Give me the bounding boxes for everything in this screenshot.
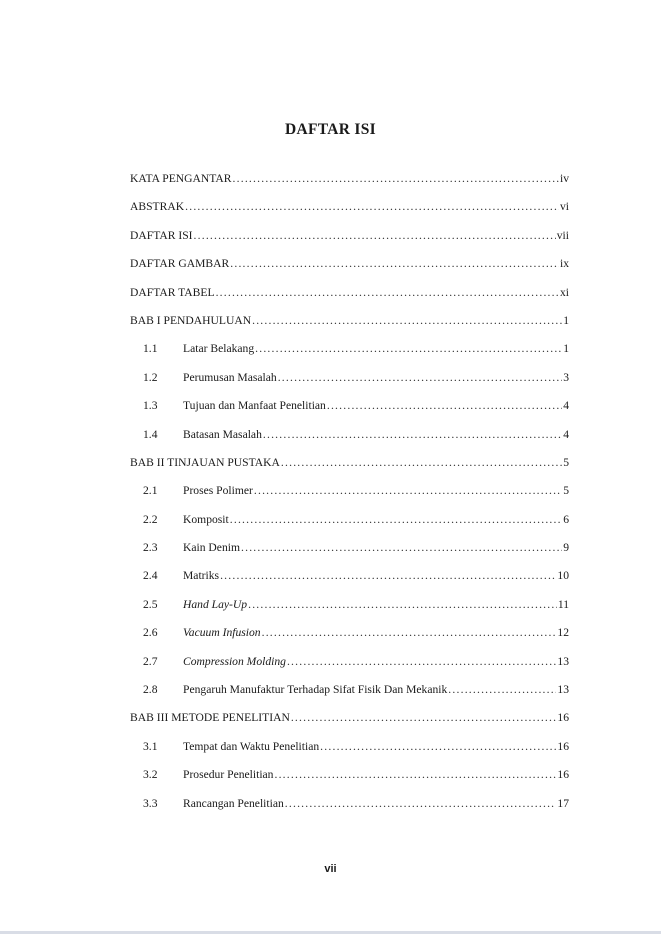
- dot-leader: [287, 655, 556, 668]
- toc-entry-page: 4: [563, 427, 569, 441]
- toc-entry-number: 2.1: [143, 484, 158, 498]
- dot-leader: [241, 541, 562, 554]
- toc-entry-page: vi: [559, 200, 569, 214]
- toc-entry-label: KATA PENGANTAR: [130, 172, 232, 185]
- toc-entry: [130, 513, 569, 541]
- toc-entry-label: DAFTAR TABEL: [130, 285, 215, 299]
- toc-entry: [130, 229, 569, 257]
- dot-leader: [254, 484, 562, 497]
- toc-entry-page: xi: [559, 285, 569, 299]
- dot-leader: [216, 286, 559, 299]
- dot-leader: [194, 229, 556, 242]
- toc-entry-page: 3: [563, 370, 569, 384]
- toc-entry-label: BAB III METODE PENELITIAN: [130, 711, 290, 725]
- toc-entry: [130, 428, 569, 456]
- toc-entry-label: BAB I PENDAHULUAN: [130, 313, 252, 327]
- toc-entry: [130, 768, 569, 796]
- toc-entry-number: 2.7: [143, 654, 158, 668]
- toc-entry: [130, 257, 569, 285]
- toc-entry-page: ix: [559, 257, 569, 271]
- toc-entry-page: 5: [563, 484, 569, 498]
- toc-entry-label: DAFTAR GAMBAR: [130, 257, 230, 271]
- toc-entry-number: 2.4: [143, 569, 158, 583]
- dot-leader: [248, 598, 557, 611]
- toc-entry-page: 6: [563, 512, 569, 526]
- toc-entry: [130, 598, 569, 626]
- dot-leader: [233, 172, 559, 185]
- toc-entry: [130, 172, 569, 200]
- dot-leader: [327, 399, 562, 412]
- toc-entry: [130, 541, 569, 569]
- dot-leader: [230, 513, 562, 526]
- toc-entry: [130, 371, 569, 399]
- toc-entry-label: Kain Denim: [183, 541, 240, 555]
- toc-entry-number: 2.5: [143, 597, 158, 611]
- page-title: DAFTAR ISI: [285, 121, 376, 138]
- toc-entry-page: 4: [563, 399, 569, 413]
- dot-leader: [320, 740, 556, 753]
- toc-entry-page: 16: [557, 711, 569, 725]
- toc-entry-number: 3.1: [143, 739, 158, 753]
- toc-entry: [130, 286, 569, 314]
- dot-leader: [220, 569, 556, 582]
- toc-entry: [130, 399, 569, 427]
- toc-entry-page: iv: [559, 172, 569, 185]
- toc-entry-page: 16: [557, 768, 569, 782]
- dot-leader: [252, 314, 562, 327]
- toc-entry-number: 1.4: [143, 427, 158, 441]
- toc-entry: [130, 626, 569, 654]
- toc-entry: [130, 484, 569, 512]
- toc-entry-label: Prosedur Penelitian: [183, 768, 274, 782]
- toc-entry: [130, 740, 569, 768]
- toc-entry: [130, 200, 569, 228]
- toc-entry-label: ABSTRAK: [130, 200, 185, 214]
- toc-entry-page: 10: [557, 569, 569, 583]
- toc-entry-label: Latar Belakang: [183, 342, 255, 356]
- page-number: vii: [324, 863, 337, 875]
- toc-entry: [130, 342, 569, 370]
- toc-entry-label: Perumusan Masalah: [183, 370, 277, 384]
- dot-leader: [291, 711, 557, 724]
- toc-entry: [130, 683, 569, 711]
- dot-leader: [230, 257, 559, 270]
- dot-leader: [278, 371, 563, 384]
- dot-leader: [285, 797, 557, 810]
- toc-entry-label: Komposit: [183, 512, 229, 526]
- toc-entry-number: 3.2: [143, 768, 158, 782]
- toc-entry-label: Vacuum Infusion: [183, 626, 261, 640]
- toc-entry-label: Rancangan Penelitian: [183, 796, 284, 810]
- toc-entry-page: vii: [556, 228, 569, 242]
- toc-entry: [130, 655, 569, 683]
- toc-entry-number: 1.3: [143, 399, 158, 413]
- toc-entry-page: 11: [557, 597, 569, 611]
- toc-entry: [130, 711, 569, 739]
- toc-entry-page: 1: [563, 313, 569, 327]
- toc-entry-page: 5: [563, 455, 569, 469]
- toc-entry: [130, 456, 569, 484]
- toc-entry-label: DAFTAR ISI: [130, 228, 193, 242]
- toc-entry: [130, 314, 569, 342]
- toc-entry-page: 17: [557, 796, 569, 810]
- toc-entry-label: Tujuan dan Manfaat Penelitian: [183, 399, 326, 413]
- toc-entry-label: Batasan Masalah: [183, 427, 262, 441]
- toc-entry-page: 13: [557, 683, 569, 697]
- toc-entry-label: Pengaruh Manufaktur Terhadap Sifat Fisik Dan Mekanik: [183, 683, 448, 697]
- toc-entry-page: 9: [563, 541, 569, 555]
- dot-leader: [185, 200, 559, 213]
- toc-entry-page: 16: [557, 739, 569, 753]
- toc-entry-label: Matriks: [183, 569, 220, 583]
- toc-entry-number: 2.6: [143, 626, 158, 640]
- toc-entry-label: Proses Polimer: [183, 484, 253, 498]
- dot-leader: [262, 626, 557, 639]
- toc-entry-number: 1.2: [143, 370, 158, 384]
- dot-leader: [255, 342, 562, 355]
- toc-entry-page: 1: [563, 342, 569, 356]
- dot-leader: [263, 428, 562, 441]
- toc-entry-number: 2.3: [143, 541, 158, 555]
- toc-entry-number: 2.2: [143, 512, 158, 526]
- toc-entry-label: Compression Molding: [183, 654, 286, 668]
- dot-leader: [448, 683, 556, 696]
- toc-entry: [130, 797, 569, 825]
- toc-entry-page: 13: [557, 654, 569, 668]
- dot-leader: [281, 456, 562, 469]
- toc-entry-label: Tempat dan Waktu Penelitian: [183, 739, 320, 753]
- toc-entry-number: 1.1: [143, 342, 158, 356]
- toc-entry-label: Hand Lay-Up: [183, 597, 248, 611]
- toc-entry-page: 12: [557, 626, 569, 640]
- toc-entry-label: BAB II TINJAUAN PUSTAKA: [130, 455, 280, 469]
- table-of-contents: [130, 172, 569, 825]
- toc-entry-number: 3.3: [143, 796, 158, 810]
- dot-leader: [274, 768, 556, 781]
- toc-entry: [130, 569, 569, 597]
- toc-entry-number: 2.8: [143, 683, 158, 697]
